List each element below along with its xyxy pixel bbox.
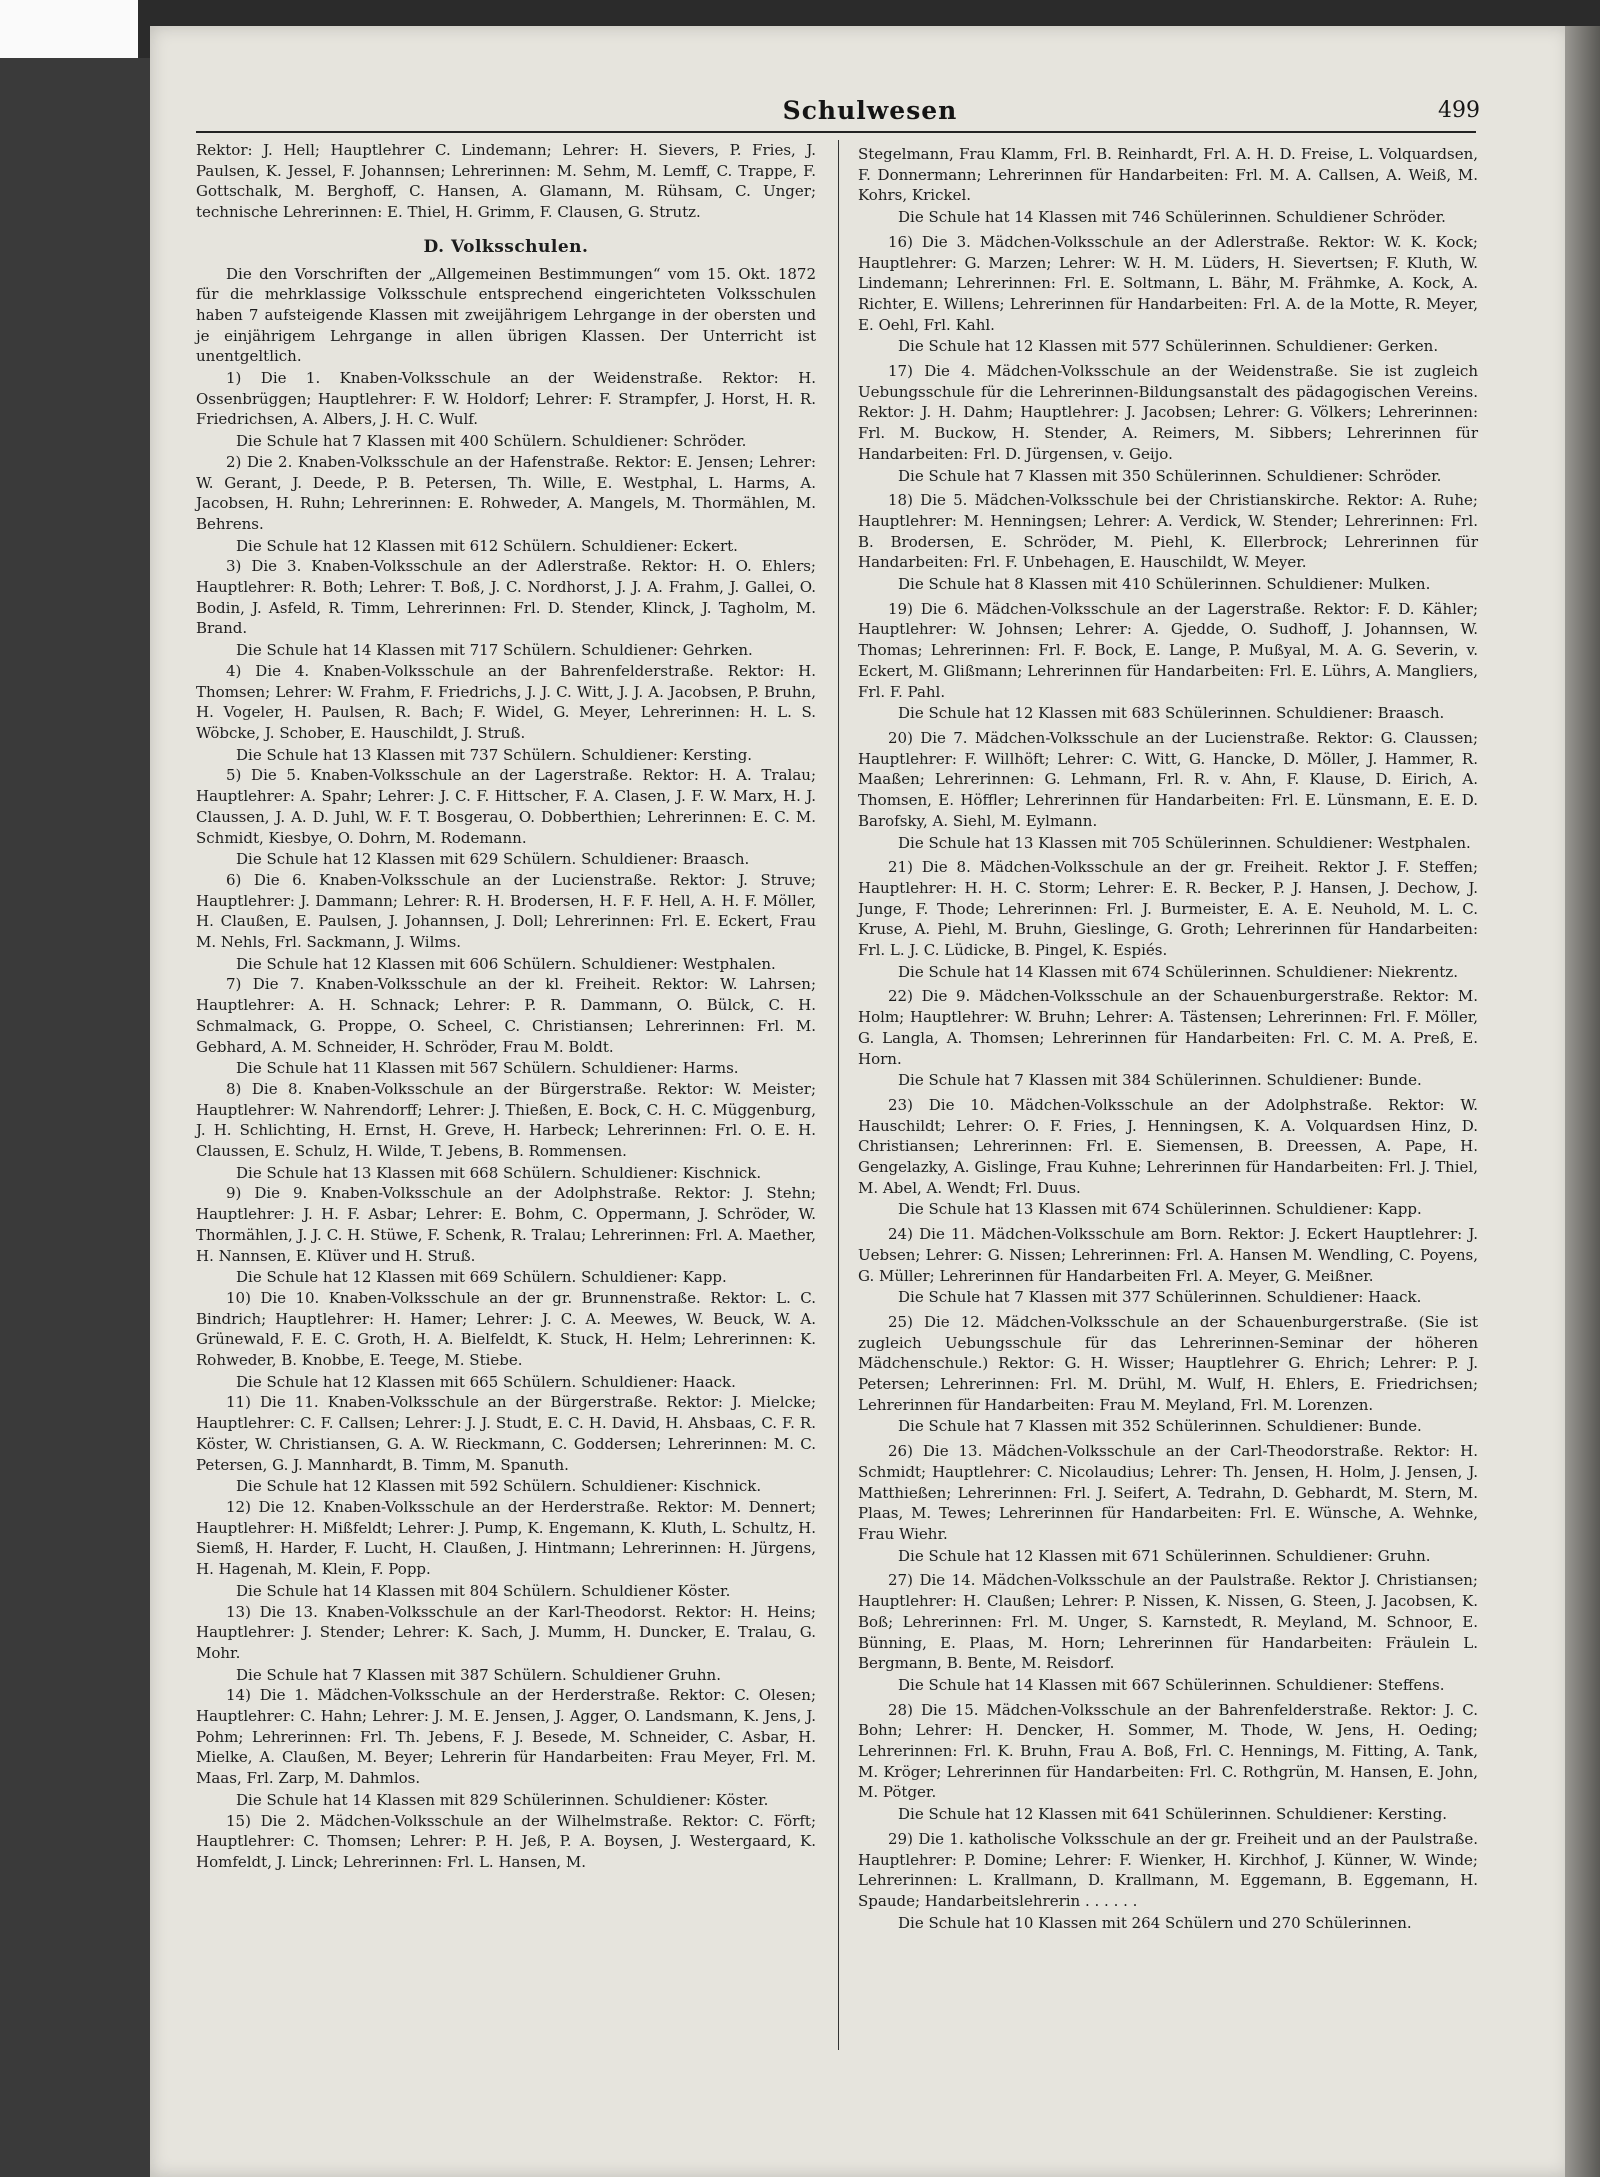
school-summary: Die Schule hat 14 Klassen mit 829 Schülerinnen. Schuldiener: Köster.	[236, 1790, 769, 1809]
school-entry	[858, 857, 1478, 982]
school-entry	[858, 232, 1478, 357]
school-summary: Die Schule hat 7 Klassen mit 377 Schülerinnen. Schuldiener: Haack.	[898, 1288, 1422, 1307]
school-entry	[196, 1602, 816, 1686]
school-entry	[196, 870, 816, 975]
school-entry-text: 6) Die 6. Knaben-Volksschule an der Lucienstraße. Rektor: J. Struve; Hauptlehrer: J. Dammann; Lehrer: R. H. Brodersen, H. F. F. Hell, A. H. F. Möller, H. Claußen, E. Paulsen, J. Johannsen, J. Doll; Lehrerinnen: Frl. E. Eckert, Frau M. Nehls, Frl. Sackmann, J. Wilms.	[196, 870, 816, 952]
school-entry	[196, 974, 816, 1079]
school-entry-text: 24) Die 11. Mädchen-Volksschule am Born. Rektor: J. Eckert Hauptlehrer: J. Uebsen; Lehrer: G. Nissen; Lehrerinnen: Frl. A. Hansen M. Wendling, C. Poyens, G. Müller; Lehrerinnen für Handarbeiten Frl. A. Meyer, G. Meißner.	[858, 1225, 1478, 1285]
school-entry	[858, 1224, 1478, 1308]
school-entry	[196, 765, 816, 870]
school-summary: Die Schule hat 7 Klassen mit 387 Schülern. Schuldiener Gruhn.	[236, 1665, 721, 1684]
intro-paragraph: Rektor: J. Hell; Hauptlehrer C. Lindemann; Lehrer: H. Sievers, P. Fries, J. Paulsen, K. Jessel, F. Johannsen; Lehrerinnen: M. Sehm, M. Lemff, C. Trappe, F. Gottschalk, M. Berghoff, C. Hansen, A. Glamann, M. Rühsam, C. Unger; technische Lehrerinnen: E. Thiel, H. Grimm, F. Clausen, G. Strutz.	[196, 141, 816, 222]
school-summary: Die Schule hat 12 Klassen mit 671 Schülerinnen. Schuldiener: Gruhn.	[898, 1546, 1431, 1565]
school-entry	[858, 1829, 1478, 1934]
school-entry	[858, 361, 1478, 486]
left-column	[196, 140, 816, 1874]
school-summary: Die Schule hat 12 Klassen mit 606 Schülern. Schuldiener: Westphalen.	[236, 954, 776, 973]
school-entry	[858, 1312, 1478, 1437]
school-summary: Die Schule hat 13 Klassen mit 668 Schülern. Schuldiener: Kischnick.	[236, 1163, 762, 1182]
school-summary: Die Schule hat 7 Klassen mit 384 Schülerinnen. Schuldiener: Bunde.	[898, 1071, 1422, 1090]
school-entry-text: 15) Die 2. Mädchen-Volksschule an der Wilhelmstraße. Rektor: C. Förft; Hauptlehrer: C. Thomsen; Lehrer: P. H. Jeß, P. A. Boysen, J. Westergaard, K. Homfeldt, J. Linck; Lehrerinnen: Frl. L. Hansen, M.	[196, 1811, 816, 1871]
school-entry-text: 18) Die 5. Mädchen-Volksschule bei der Christianskirche. Rektor: A. Ruhe; Hauptlehrer: M. Henningsen; Lehrer: A. Verdick, W. Stender; Lehrerinnen: Frl. B. Brodersen, E. Schröder, M. Piehl, K. Ellerbrock; Lehrerinnen für Handarbeiten: Frl. F. Unbehagen, E. Hauschildt, W. Meyer.	[858, 491, 1478, 572]
school-summary: Die Schule hat 14 Klassen mit 667 Schülerinnen. Schuldiener: Steffens.	[898, 1675, 1445, 1694]
column-divider	[838, 140, 839, 2050]
school-entry-text: 25) Die 12. Mädchen-Volksschule an der Schauenburgerstraße. (Sie ist zugleich Uebungsschule für das Lehrerinnen-Seminar der höheren Mädchenschule.) Rektor: G. H. Wisser; Hauptlehrer G. Ehrich; Lehrer: P. J. Petersen; Lehrerinnen: Frl. M. Drühl, M. Wulf, H. Ehlers, E. Friedrichsen; Lehrerinnen für Handarbeiten: Frau M. Meyland, Frl. M. Lorenzen.	[858, 1312, 1478, 1414]
school-entry-text: 21) Die 8. Mädchen-Volksschule an der gr. Freiheit. Rektor J. F. Steffen; Hauptlehrer: H. H. C. Storm; Lehrer: E. R. Becker, P. J. Hansen, J. Dechow, J. Junge, F. Thode; Lehrerinnen: Frl. J. Burmeister, E. A. E. Neuhold, M. L. C. Kruse, A. Piehl, M. Bruhn, Gieslinge, G. Groth; Lehrerinnen für Handarbeiten: Frl. L. J. C. Lüdicke, B. Pingel, K. Espiés.	[858, 858, 1478, 960]
school-entry-text: 4) Die 4. Knaben-Volksschule an der Bahrenfelderstraße. Rektor: H. Thomsen; Lehrer: W. Frahm, F. Friedrichs, J. J. C. Witt, J. J. A. Jacobsen, P. Bruhn, H. Vogeler, H. Paulsen, R. Bach; F. Widel, G. Meyer, Lehrerinnen: H. L. S. Wöbcke, J. Schober, E. Hauschildt, J. Struß.	[196, 661, 816, 742]
school-summary: Die Schule hat 14 Klassen mit 717 Schülern. Schuldiener: Gehrken.	[236, 641, 753, 660]
school-summary: Die Schule hat 8 Klassen mit 410 Schülerinnen. Schuldiener: Mulken.	[898, 575, 1431, 594]
school-summary: Die Schule hat 12 Klassen mit 641 Schülerinnen. Schuldiener: Kersting.	[898, 1805, 1448, 1824]
school-entry-text: 3) Die 3. Knaben-Volksschule an der Adlerstraße. Rektor: H. O. Ehlers; Hauptlehrer: R. Both; Lehrer: T. Boß, J. C. Nordhorst, J. J. A. Frahm, J. Gallei, O. Bodin, J. Asfeld, R. Timm, Lehrerinnen: Frl. D. Stender, Klinck, J. Tagholm, M. Brand.	[196, 557, 816, 638]
right-column	[858, 140, 1478, 1933]
school-entry	[196, 1685, 816, 1810]
school-summary: Die Schule hat 7 Klassen mit 350 Schülerinnen. Schuldiener: Schröder.	[898, 466, 1442, 485]
school-entry	[196, 1288, 816, 1393]
school-summary: Die Schule hat 12 Klassen mit 629 Schülern. Schuldiener: Braasch.	[236, 850, 750, 869]
school-entry-text: 1) Die 1. Knaben-Volksschule an der Weidenstraße. Rektor: H. Ossenbrüggen; Hauptlehrer: F. W. Holdorf; Lehrer: F. Strampfer, J. Horst, H. R. Friedrichsen, A. Albers, J. H. C. Wulf.	[196, 369, 816, 429]
school-entry-text: 17) Die 4. Mädchen-Volksschule an der Weidenstraße. Sie ist zugleich Uebungsschule für die Lehrerinnen-Bildungsanstalt des pädagogischen Vereins. Rektor: J. H. Dahm; Hauptlehrer: J. Jacobsen; Lehrer: G. Völkers; Lehrerinnen: Frl. M. Buckow, H. Stender, A. Reimers, M. Sibbers; Lehrerinnen für Handarbeiten: Frl. D. Jürgensen, v. Geijo.	[858, 362, 1478, 463]
school-entry	[196, 452, 816, 557]
school-entry-text: 16) Die 3. Mädchen-Volksschule an der Adlerstraße. Rektor: W. K. Kock; Hauptlehrer: G. Marzen; Lehrer: W. H. M. Lüders, H. Sievertsen; F. Kluth, W. Lindemann; Lehrerinnen: Frl. E. Soltmann, L. Bähr, M. Frähmke, A. Kock, A. Richter, E. Willens; Lehrerinnen für Handarbeiten: Frl. A. de la Motte, R. Meyer, E. Oehl, Frl. Kahl.	[858, 232, 1478, 334]
school-summary: Die Schule hat 14 Klassen mit 804 Schülern. Schuldiener Köster.	[236, 1581, 731, 1600]
school-summary: Die Schule hat 12 Klassen mit 612 Schülern. Schuldiener: Eckert.	[236, 536, 738, 555]
page-number: 499	[1438, 98, 1480, 123]
school-entry	[196, 368, 816, 452]
left-entries	[196, 368, 816, 1873]
school-summary: Die Schule hat 14 Klassen mit 674 Schülerinnen. Schuldiener: Niekrentz.	[898, 962, 1458, 981]
school-entry	[196, 1811, 816, 1873]
continuation-paragraph: Stegelmann, Frau Klamm, Frl. B. Reinhardt, Frl. A. H. D. Freise, L. Volquardsen, F. Donnermann; Lehrerinnen für Handarbeiten: Frl. M. A. Callsen, A. Weiß, M. Kohrs, Krickel.	[858, 145, 1478, 205]
school-entry-text: 26) Die 13. Mädchen-Volksschule an der Carl-Theodorstraße. Rektor: H. Schmidt; Hauptlehrer: C. Nicolaudius; Lehrer: Th. Jensen, H. Holm, J. Jensen, J. Matthießen; Lehrerinnen: Frl. J. Seifert, A. Tedrahn, D. Gebhardt, M. Stern, M. Plaas, M. Tewes; Lehrerinnen für Handarbeiten: Frl. E. Wünsche, A. Wehnke, Frau Wiehr.	[858, 1442, 1478, 1543]
school-entry	[858, 986, 1478, 1091]
school-summary: Die Schule hat 12 Klassen mit 577 Schülerinnen. Schuldiener: Gerken.	[898, 337, 1439, 356]
school-summary: Die Schule hat 12 Klassen mit 683 Schülerinnen. Schuldiener: Braasch.	[898, 704, 1445, 723]
school-entry-text: 12) Die 12. Knaben-Volksschule an der Herderstraße. Rektor: M. Dennert; Hauptlehrer: H. Mißfeldt; Lehrer: J. Pump, K. Engemann, K. Kluth, L. Schultz, H. Siemß, H. Harder, F. Lucht, H. Claußen, J. Hintmann; Lehrerinnen: H. Jürgens, H. Hagenah, M. Klein, F. Popp.	[196, 1498, 816, 1579]
header-rule	[196, 131, 1476, 133]
right-entries	[858, 232, 1478, 1934]
school-summary: Die Schule hat 7 Klassen mit 400 Schülern. Schuldiener: Schröder.	[236, 432, 747, 451]
school-summary: Die Schule hat 12 Klassen mit 665 Schülern. Schuldiener: Haack.	[236, 1372, 736, 1391]
school-summary: Die Schule hat 7 Klassen mit 352 Schülerinnen. Schuldiener: Bunde.	[898, 1417, 1422, 1436]
school-entry-text: 7) Die 7. Knaben-Volksschule an der kl. Freiheit. Rektor: W. Lahrsen; Hauptlehrer: A. H. Schnack; Lehrer: P. R. Dammann, O. Bülck, C. H. Schmalmack, G. Proppe, O. Scheel, C. Christiansen; Lehrerinnen: Frl. M. Gebhard, A. M. Schneider, H. Schröder, Frau M. Boldt.	[196, 975, 816, 1056]
school-entry-text: 11) Die 11. Knaben-Volksschule an der Bürgerstraße. Rektor: J. Mielcke; Hauptlehrer: C. F. Callsen; Lehrer: J. J. Studt, E. C. H. David, H. Ahsbaas, C. F. R. Köster, W. Christiansen, G. A. W. Rieckmann, C. Goddersen; Lehrerinnen: M. C. Petersen, G. J. Mannhardt, B. Timm, M. Spanuth.	[196, 1393, 816, 1474]
school-entry	[858, 1570, 1478, 1695]
school-entry-text: 19) Die 6. Mädchen-Volksschule an der Lagerstraße. Rektor: F. D. Kähler; Hauptlehrer: W. Johnsen; Lehrer: A. Gjedde, O. Sudhoff, J. Johannsen, W. Thomas; Lehrerinnen: Frl. F. Bock, E. Lange, P. Mußyal, M. A. G. Severin, v. Eckert, M. Glißmann; Lehrerinnen für Handarbeiten: Frl. E. Lührs, A. Mangliers, Frl. F. Pahl.	[858, 599, 1478, 701]
school-entry-text: 8) Die 8. Knaben-Volksschule an der Bürgerstraße. Rektor: W. Meister; Hauptlehrer: W. Nahrendorff; Lehrer: J. Thießen, E. Bock, C. H. C. Müggenburg, J. H. Schlichting, H. Ernst, H. Greve, H. Harbeck; Lehrerinnen: Frl. O. E. H. Claussen, E. Schulz, H. Wilde, T. Jebens, B. Rommensen.	[196, 1079, 816, 1161]
continuation-summary: Die Schule hat 14 Klassen mit 746 Schülerinnen. Schuldiener Schröder.	[898, 208, 1446, 227]
school-summary: Die Schule hat 13 Klassen mit 737 Schülern. Schuldiener: Kersting.	[236, 745, 753, 764]
school-summary: Die Schule hat 13 Klassen mit 674 Schülerinnen. Schuldiener: Kapp.	[898, 1200, 1422, 1219]
school-entry	[858, 1441, 1478, 1566]
school-entry-text: 5) Die 5. Knaben-Volksschule an der Lagerstraße. Rektor: H. A. Tralau; Hauptlehrer: A. Spahr; Lehrer: J. C. F. Hittscher, F. A. Clasen, J. F. W. Marx, H. J. Claussen, J. A. D. Juhl, W. F. T. Bosgerau, O. Dobberthien; Lehrerinnen: E. C. M. Schmidt, Kiesbye, O. Dohrn, M. Rodemann.	[196, 766, 816, 847]
school-entry	[196, 1079, 816, 1184]
school-entry-text: 22) Die 9. Mädchen-Volksschule an der Schauenburgerstraße. Rektor: M. Holm; Hauptlehrer: W. Bruhn; Lehrer: A. Tästensen; Lehrerinnen: Frl. F. Möller, G. Langla, A. Thomsen; Lehrerinnen für Handarbeiten: Frl. C. M. A. Preß, E. Horn.	[858, 987, 1478, 1068]
section-intro: Die den Vorschriften der „Allgemeinen Bestimmungen“ vom 15. Okt. 1872 für die mehrklassige Volksschule entsprechend eingerichteten Volksschulen haben 7 aufsteigende Klassen mit zweijährigem Lehrgange in der obersten und je einjährigem Lehrgange in allen übrigen Klassen. Der Unterricht ist unentgeltlich.	[196, 264, 816, 366]
school-entry	[196, 661, 816, 766]
school-summary: Die Schule hat 13 Klassen mit 705 Schülerinnen. Schuldiener: Westphalen.	[898, 833, 1471, 852]
school-entry	[858, 490, 1478, 595]
school-entry-text: 13) Die 13. Knaben-Volksschule an der Karl-Theodorst. Rektor: H. Heins; Hauptlehrer: J. Stender; Lehrer: K. Sach, J. Mumm, H. Duncker, E. Tralau, G. Mohr.	[196, 1602, 816, 1662]
school-entry-text: 20) Die 7. Mädchen-Volksschule an der Lucienstraße. Rektor: G. Claussen; Hauptlehrer: F. Willhöft; Lehrer: C. Witt, G. Hancke, D. Möller, J. Hammer, R. Maaßen; Lehrerinnen: G. Lehmann, Frl. R. v. Ahn, F. Klause, D. Eirich, A. Thomsen, E. Höffler; Lehrerinnen für Handarbeiten: Frl. E. Lünsmann, E. E. D. Barofsky, A. Siehl, M. Eylmann.	[858, 728, 1478, 830]
school-summary: Die Schule hat 12 Klassen mit 592 Schülern. Schuldiener: Kischnick.	[236, 1477, 762, 1496]
school-summary: Die Schule hat 10 Klassen mit 264 Schülern und 270 Schülerinnen.	[898, 1913, 1412, 1932]
school-entry	[858, 728, 1478, 853]
school-entry-text: 10) Die 10. Knaben-Volksschule an der gr. Brunnenstraße. Rektor: L. C. Bindrich; Hauptlehrer: H. Hamer; Lehrer: J. C. A. Meewes, W. Beuck, W. A. Grünewald, F. E. C. Groth, H. A. Bielfeldt, K. Stuck, H. Helm; Lehrerinnen: K. Rohweder, B. Knobbe, E. Teege, M. Stiebe.	[196, 1288, 816, 1370]
school-entry	[196, 1183, 816, 1288]
running-title: Schulwesen	[782, 96, 958, 125]
school-summary: Die Schule hat 12 Klassen mit 669 Schülern. Schuldiener: Kapp.	[236, 1268, 727, 1287]
school-entry	[196, 556, 816, 661]
scan-corner	[0, 0, 138, 58]
school-entry-text: 9) Die 9. Knaben-Volksschule an der Adolphstraße. Rektor: J. Stehn; Hauptlehrer: J. H. F. Asbar; Lehrer: E. Bohm, C. Oppermann, J. Schröder, W. Thormählen, J. J. C. H. Stüwe, F. Schenk, R. Tralau; Lehrerinnen: Frl. A. Maether, H. Nannsen, E. Klüver und H. Struß.	[196, 1184, 816, 1265]
school-entry	[858, 1095, 1478, 1220]
school-entry	[858, 599, 1478, 724]
school-entry-text: 23) Die 10. Mädchen-Volksschule an der Adolphstraße. Rektor: W. Hauschildt; Lehrer: O. F. Fries, J. Henningsen, K. A. Volquardsen Hinz, D. Christiansen; Lehrerinnen: Frl. E. Siemensen, B. Dreessen, A. Pape, H. Gengelazky, A. Gislinge, Frau Kuhne; Lehrerinnen für Handarbeiten: Frl. J. Thiel, M. Abel, A. Wendt; Frl. Duus.	[858, 1095, 1478, 1197]
page-edge	[1565, 26, 1600, 2177]
school-entry	[196, 1497, 816, 1602]
school-entry-text: 14) Die 1. Mädchen-Volksschule an der Herderstraße. Rektor: C. Olesen; Hauptlehrer: C. Hahn; Lehrer: J. M. E. Jensen, J. Agger, O. Landsmann, K. Jens, J. Pohm; Lehrerinnen: Frl. Th. Jebens, F. J. Besede, M. Schneider, C. Asbar, H. Mielke, A. Claußen, M. Beyer; Lehrerin für Handarbeiten: Frau Meyer, Frl. M. Maas, Frl. Zarp, M. Dahmlos.	[196, 1686, 816, 1788]
school-entry-text: 28) Die 15. Mädchen-Volksschule an der Bahrenfelderstraße. Rektor: J. C. Bohn; Lehrer: H. Dencker, H. Sommer, M. Thode, W. Jens, H. Oeding; Lehrerinnen: Frl. K. Bruhn, Frau A. Boß, Frl. C. Hennings, M. Fitting, A. Tank, M. Kröger; Lehrerinnen für Handarbeiten: Frl. C. Rothgrün, M. Hansen, E. John, M. Pötger.	[858, 1700, 1478, 1802]
school-entry-text: 29) Die 1. katholische Volksschule an der gr. Freiheit und an der Paulstraße. Hauptlehrer: P. Domine; Lehrer: F. Wienker, H. Kirchhof, J. Künner, W. Winde; Lehrerinnen: L. Krallmann, D. Krallmann, M. Eggemann, B. Eggemann, H. Spaude; Handarbeitslehrerin . . . . . .	[858, 1829, 1478, 1910]
school-entry-text: 27) Die 14. Mädchen-Volksschule an der Paulstraße. Rektor J. Christiansen; Hauptlehrer: H. Claußen; Lehrer: P. Nissen, K. Nissen, G. Steen, J. Jacobsen, K. Boß; Lehrerinnen: Frl. M. Unger, S. Karnstedt, R. Meyland, M. Schnoor, E. Bünning, E. Plaas, M. Horn; Lehrerinnen für Handarbeiten: Fräulein L. Bergmann, B. Bente, M. Reisdorf.	[858, 1571, 1478, 1673]
school-entry	[858, 1700, 1478, 1825]
section-heading: D. Volksschulen.	[423, 236, 589, 257]
school-entry-text: 2) Die 2. Knaben-Volksschule an der Hafenstraße. Rektor: E. Jensen; Lehrer: W. Gerant, J. Deede, P. B. Petersen, Th. Wille, E. Westphal, L. Harms, A. Jacobsen, H. Ruhn; Lehrerinnen: E. Rohweder, A. Mangels, M. Thormählen, M. Behrens.	[196, 452, 816, 533]
school-entry	[196, 1392, 816, 1497]
school-summary: Die Schule hat 11 Klassen mit 567 Schülern. Schuldiener: Harms.	[236, 1059, 739, 1078]
